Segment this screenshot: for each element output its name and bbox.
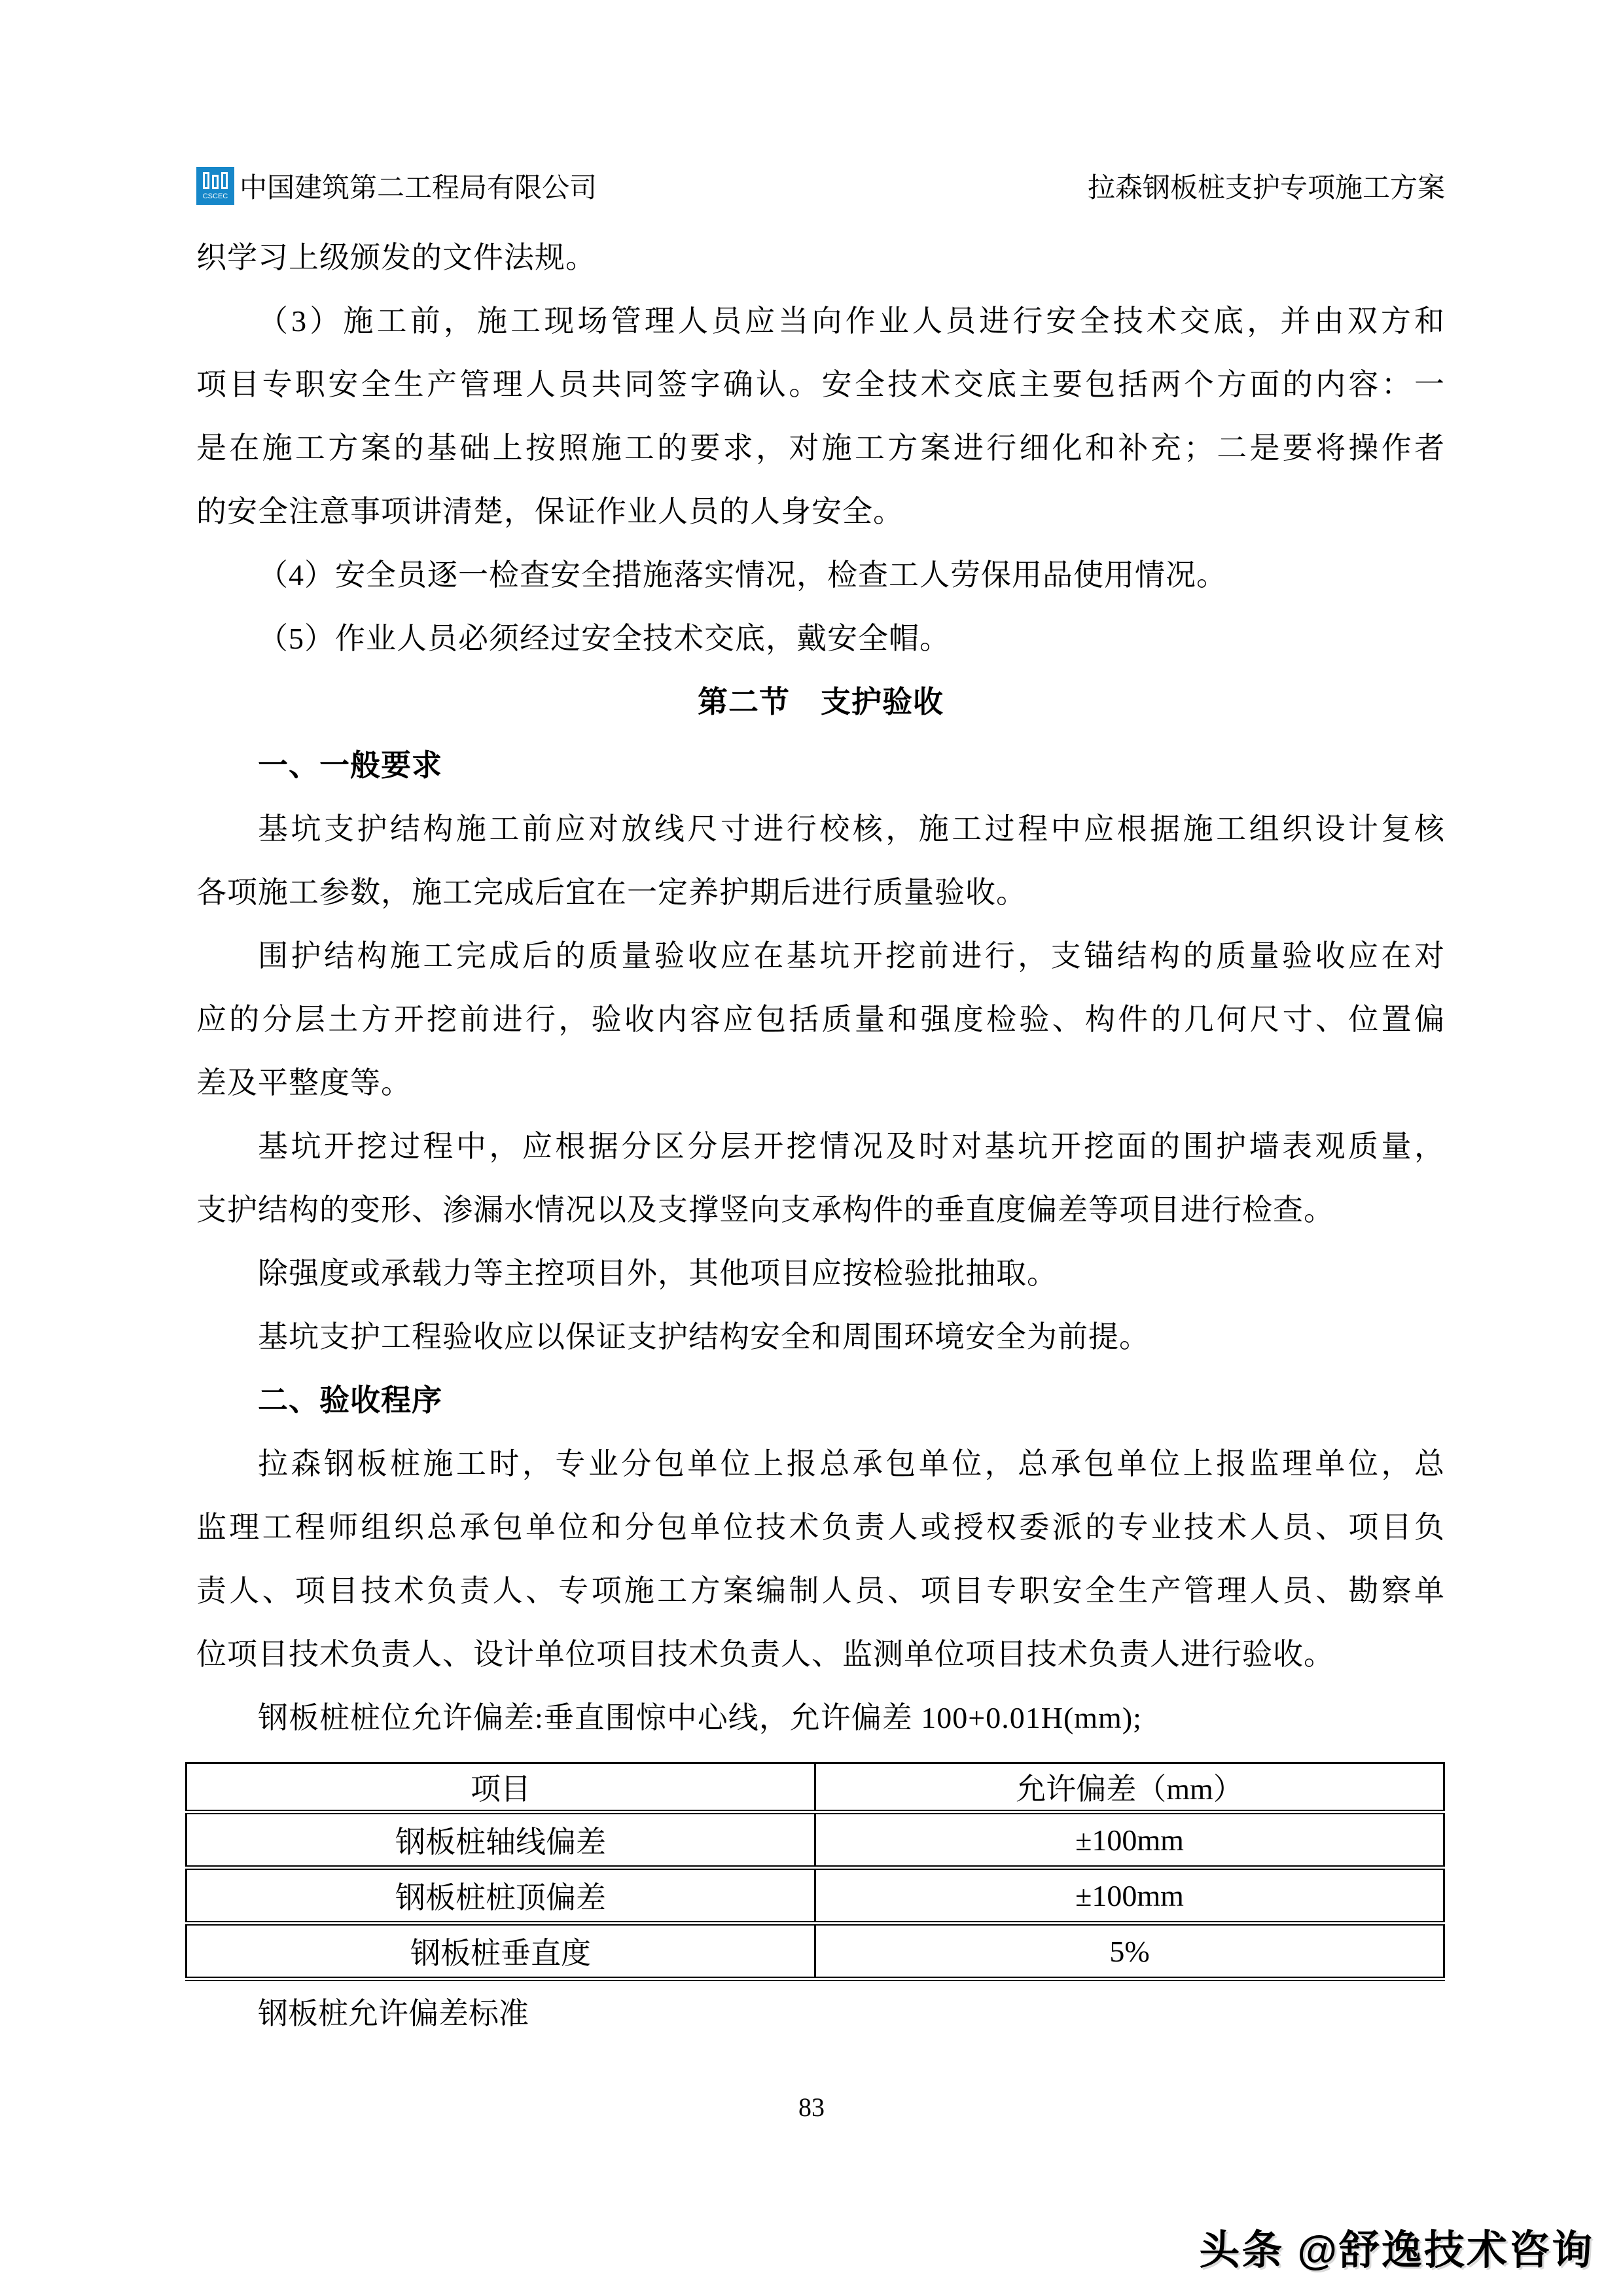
svg-text:CSCEC: CSCEC (202, 192, 228, 200)
body-line: 织学习上级颁发的文件法规。 (196, 241, 596, 274)
body-line: 差及平整度等。 (196, 1066, 412, 1100)
body-line: 拉森钢板桩施工时，专业分包单位上报总承包单位，总承包单位上报监理单位，总 (258, 1447, 1445, 1480)
table-row (187, 1868, 1444, 1924)
body-line: （3）施工前，施工现场管理人员应当向作业人员进行安全技术交底，并由双方和 (258, 304, 1445, 338)
body-line: 责人、项目技术负责人、专项施工方案编制人员、项目专职安全生产管理人员、勘察单 (196, 1574, 1445, 1607)
body-line: 支护结构的变形、渗漏水情况以及支撑竖向支承构件的垂直度偏差等项目进行检查。 (196, 1193, 1334, 1227)
body-line: 监理工程师组织总承包单位和分包单位技术负责人或授权委派的专业技术人员、项目负 (196, 1511, 1445, 1544)
body-line: 的安全注意事项讲清楚，保证作业人员的人身安全。 (196, 495, 904, 528)
body-line: 项目专职安全生产管理人员共同签字确认。安全技术交底主要包括两个方面的内容：一 (196, 368, 1445, 401)
body-line: （4）安全员逐一检查安全措施落实情况，检查工人劳保用品使用情况。 (258, 558, 1227, 592)
table-cell-item: 钢板桩桩顶偏差 (187, 1868, 815, 1924)
body-line: 是在施工方案的基础上按照施工的要求，对施工方案进行细化和补充；二是要将操作者 (196, 431, 1445, 465)
body-line: 基坑支护结构施工前应对放线尺寸进行校核，施工过程中应根据施工组织设计复核 (258, 812, 1445, 846)
cscec-logo-icon (196, 167, 234, 205)
page-number: 83 (798, 2092, 825, 2122)
table-cell-item: 钢板桩轴线偏差 (187, 1812, 815, 1868)
subsection-heading-acceptance-procedure: 二、验收程序 (258, 1384, 442, 1417)
body-line: 各项施工参数，施工完成后宜在一定养护期后进行质量验收。 (196, 876, 1027, 909)
body-line: 围护结构施工完成后的质量验收应在基坑开挖前进行，支锚结构的质量验收应在对 (258, 939, 1445, 973)
table-header-cell-tolerance: 允许偏差（mm） (815, 1763, 1444, 1812)
table-row (187, 1924, 1444, 1979)
deviation-table (185, 1762, 1445, 1981)
body-line: 钢板桩桩位允许偏差:垂直围惊中心线，允许偏差 100+0.01H(mm); (258, 1701, 1142, 1734)
watermark: 头条 @舒逸技术咨询 (1199, 2228, 1594, 2273)
table-note: 钢板桩允许偏差标准 (258, 1997, 529, 2030)
body-line: 除强度或承载力等主控项目外，其他项目应按检验批抽取。 (258, 1257, 1058, 1290)
body-line: （5）作业人员必须经过安全技术交底，戴安全帽。 (258, 622, 950, 655)
table-header-cell-item: 项目 (187, 1763, 815, 1812)
document-body (196, 226, 1445, 1749)
table-cell-tolerance: 5% (815, 1924, 1444, 1979)
body-line: 基坑开挖过程中，应根据分区分层开挖情况及时对基坑开挖面的围护墙表观质量， (258, 1130, 1445, 1163)
subsection-heading-general-requirements: 一、一般要求 (258, 749, 442, 782)
company-name: 中国建筑第二工程局有限公司 (240, 173, 597, 204)
table-cell-tolerance: ±100mm (815, 1868, 1444, 1924)
section-heading: 第二节 支护验收 (698, 685, 944, 719)
body-line: 位项目技术负责人、设计单位项目技术负责人、监测单位项目技术负责人进行验收。 (196, 1638, 1334, 1671)
table-row (187, 1812, 1444, 1868)
body-line: 基坑支护工程验收应以保证支护结构安全和周围环境安全为前提。 (258, 1320, 1150, 1354)
table-header-row (187, 1763, 1444, 1812)
doc-title: 拉森钢板桩支护专项施工方案 (1087, 173, 1445, 204)
body-line: 应的分层土方开挖前进行，验收内容应包括质量和强度检验、构件的几何尺寸、位置偏 (196, 1003, 1445, 1036)
table-cell-item: 钢板桩垂直度 (187, 1924, 815, 1979)
header-company-block (196, 166, 597, 206)
table-cell-tolerance: ±100mm (815, 1812, 1444, 1868)
page-header (196, 162, 1445, 209)
